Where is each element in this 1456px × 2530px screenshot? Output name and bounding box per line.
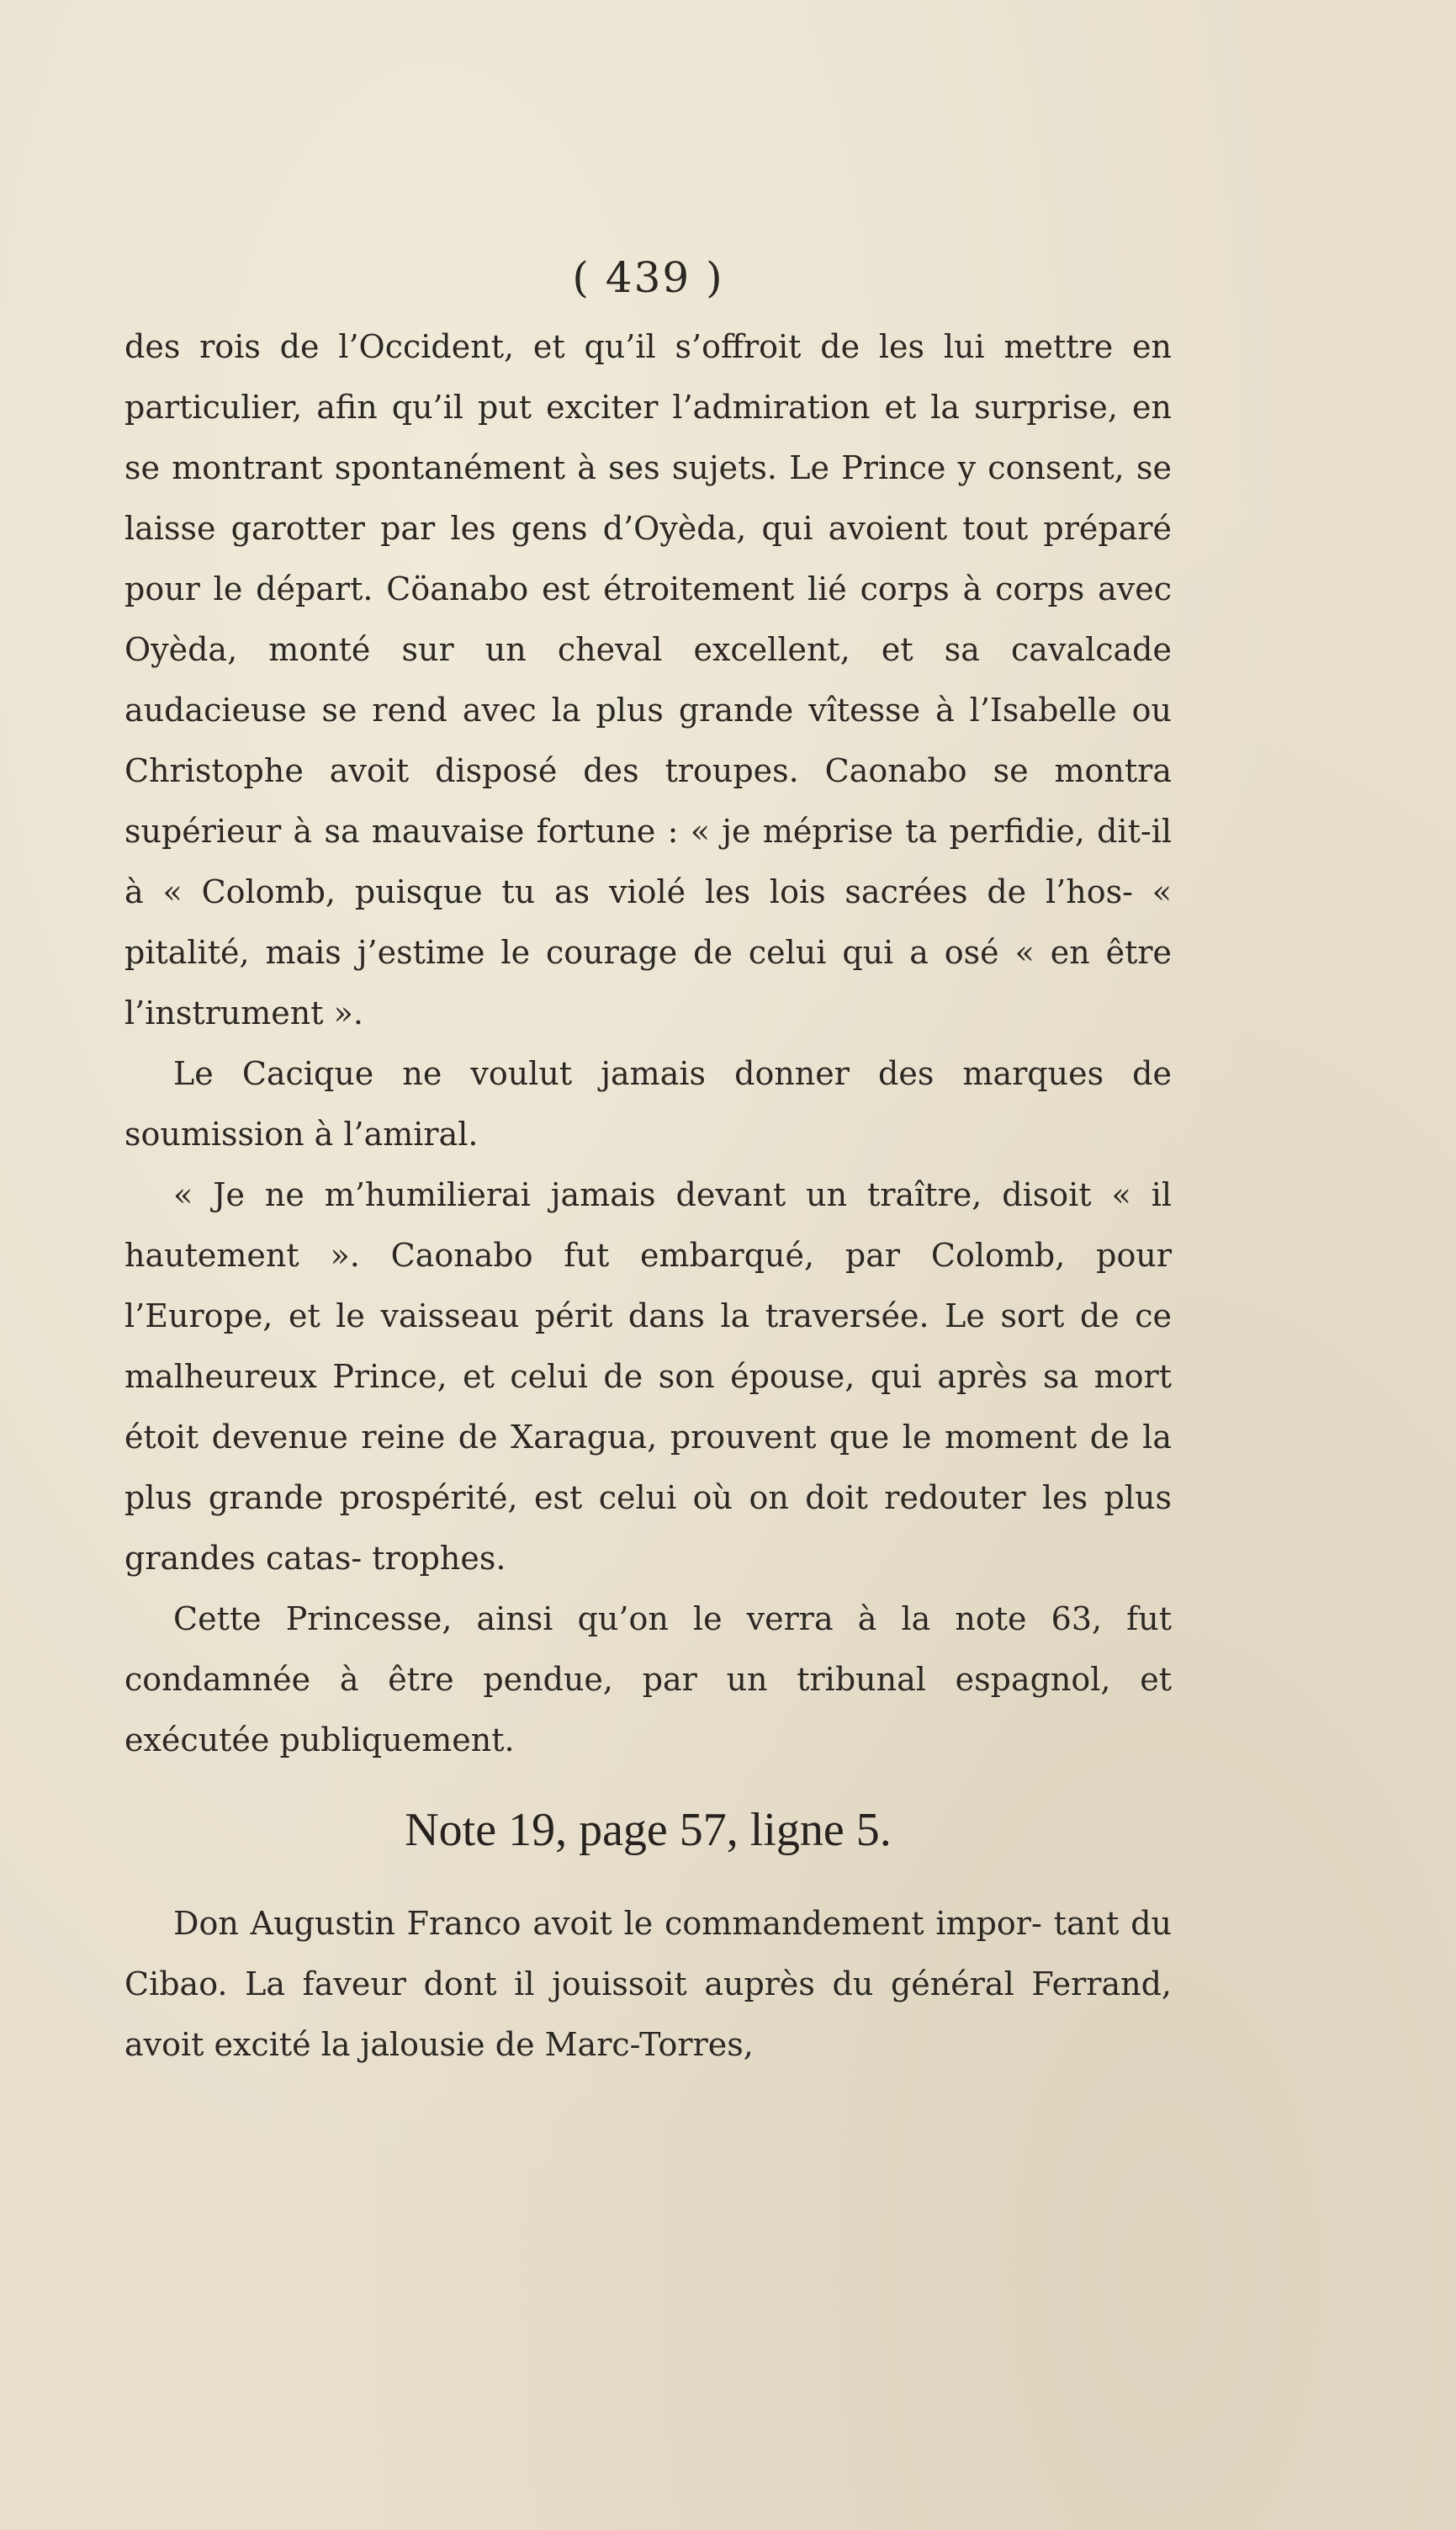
paragraph-1: des rois de l’Occident, et qu’il s’offroit de les lui mettre en particulier, afin qu’il put exciter l’admiration et la surprise, en se montrant spontanément à ses sujets. Le Prince y consent, se laisse garotter par les gens d’Oyèda, qui avoient tout préparé pour le départ. Cöanabo est étroitement lié corps à corps avec Oyèda, monté sur un cheval excellent, et sa cavalcade audacieuse se rend avec la plus grande vîtesse à l’Isabelle ou Christophe avoit disposé des troupes. Caonabo se montra supérieur à sa mauvaise fortune : « je méprise ta perfidie, dit-il à « Colomb, puisque tu as violé les lois sacrées de l’hos- « pitalité, mais j’estime le courage de celui qui a osé « en être l’instrument ». [124,328,1172,1032]
main-body-text [124,316,1172,1770]
paragraph-2: Le Cacique ne voulut jamais donner des marques de soumission à l’amiral. [124,1055,1172,1153]
paragraph-4: Cette Princesse, ainsi qu’on le verra à la note 63, fut condamnée à être pendue, par un tribunal espagnol, et exécutée publiquement. [124,1600,1172,1758]
paragraph-3: « Je ne m’humilierai jamais devant un traître, disoit « il hautement ». Caonabo fut embarqué, par Colomb, pour l’Europe, et le vaisseau périt dans la traversée. Le sort de ce malheureux Prince, et celui de son épouse, qui après sa mort étoit devenue reine de Xaragua, prouvent que le moment de la plus grande prospérité, est celui où on doit redouter les plus grandes catas- trophes. [124,1176,1172,1577]
note-paragraph: Don Augustin Franco avoit le commandement impor- tant du Cibao. La faveur dont il jouissoit auprès du général Ferrand, avoit excité la jalousie de Marc-Torres, [124,1905,1172,2063]
page-number: ( 439 ) [572,253,724,302]
note-body-text [124,1893,1172,2075]
page-text-block [124,252,1172,2075]
note-heading: Note 19, page 57, ligne 5. [405,1804,892,1856]
